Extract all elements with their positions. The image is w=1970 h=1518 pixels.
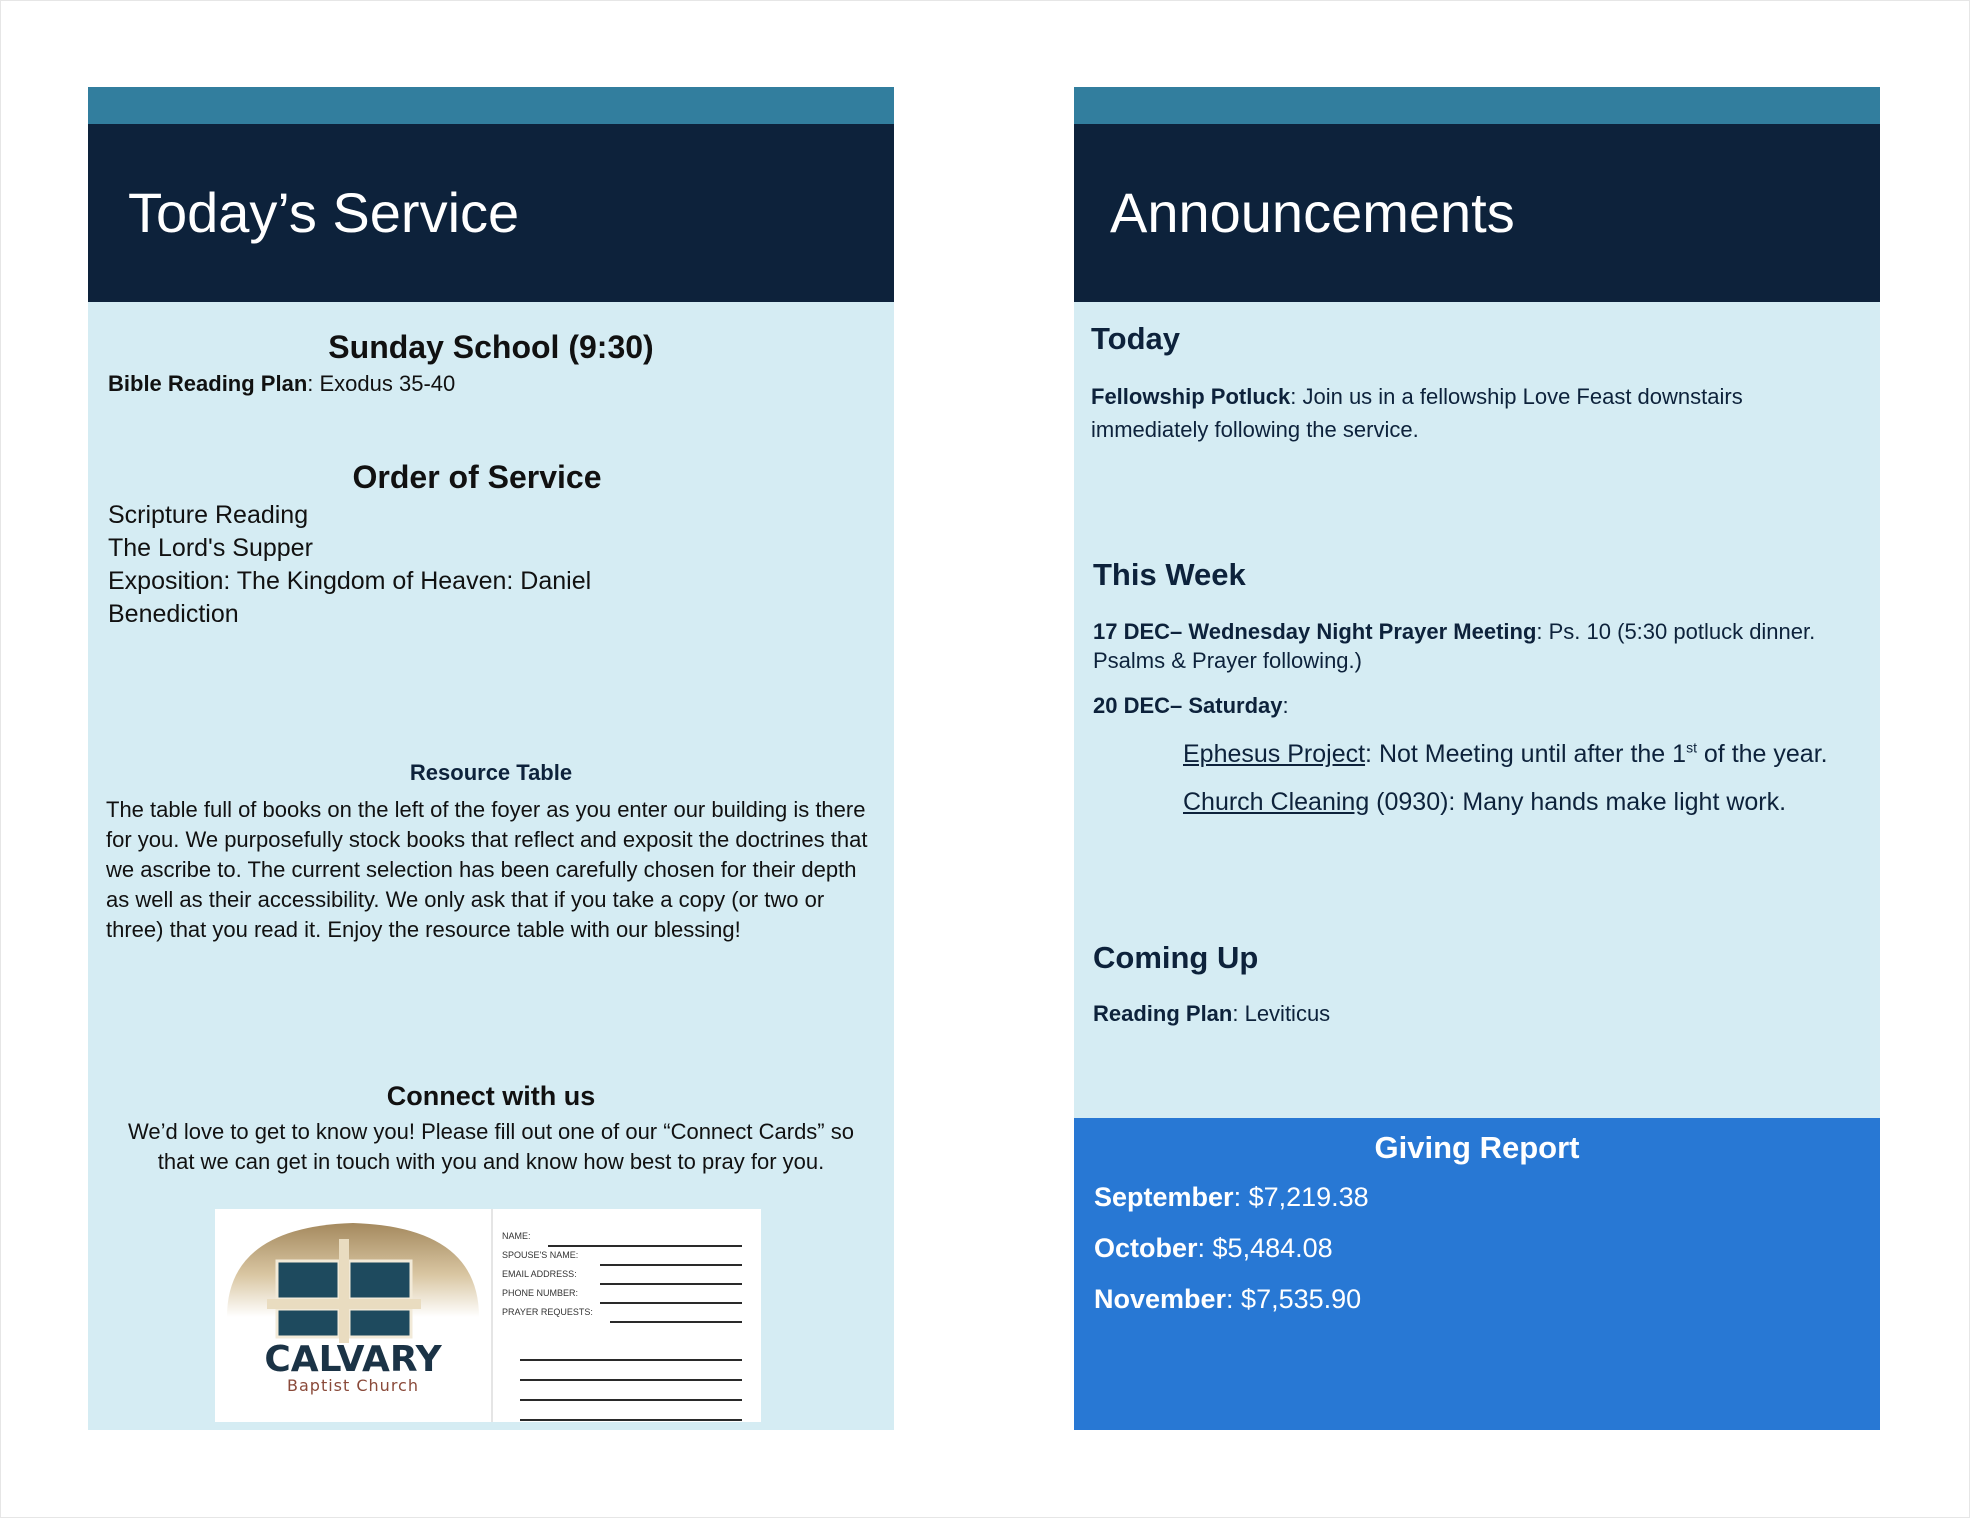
card-blank-line: [520, 1379, 742, 1381]
ephesus-project-item: Ephesus Project: Not Meeting until after the 1st of the year.: [1183, 739, 1828, 768]
coming-up-heading: Coming Up: [1093, 940, 1259, 975]
ephesus-project-label: Ephesus Project: [1183, 740, 1366, 768]
card-field: PRAYER REQUESTS:: [502, 1307, 752, 1326]
page-title: Today’s Service: [128, 181, 520, 244]
giving-report: [1074, 1118, 1880, 1430]
announcements-panel: [1074, 87, 1880, 1430]
window-pane: [349, 1309, 411, 1337]
logo-subtitle: Baptist Church: [287, 1376, 419, 1395]
card-blank-line: [520, 1419, 742, 1421]
cross-horizontal: [267, 1299, 421, 1309]
giving-report-heading: Giving Report: [1374, 1130, 1580, 1165]
window-pane: [349, 1261, 411, 1299]
card-form-fields: [502, 1231, 752, 1326]
card-divider: [491, 1209, 493, 1422]
connect-body: We’d love to get to know you! Please fill out one of our “Connect Cards” so that we can get in touch with you and know how best to pray for you.: [128, 1119, 854, 1174]
order-of-service-heading: Order of Service: [352, 459, 602, 495]
order-item: Exposition: The Kingdom of Heaven: Daniel: [108, 567, 592, 595]
order-item: Scripture Reading: [108, 501, 309, 529]
calvary-logo: [215, 1209, 491, 1422]
order-item: The Lord's Supper: [108, 534, 313, 562]
card-blank-line: [520, 1399, 742, 1401]
card-blank-line: [520, 1359, 742, 1361]
giving-row-november: November: $7,535.90: [1094, 1284, 1362, 1314]
card-field: NAME:: [502, 1231, 752, 1250]
order-of-service-list: [108, 499, 591, 631]
todays-service-panel: [88, 87, 894, 1430]
panel-header: [1074, 124, 1880, 302]
announcements-title: Announcements: [1110, 181, 1515, 244]
giving-row-october: October: $5,484.08: [1094, 1233, 1333, 1263]
connect-heading: Connect with us: [386, 1081, 596, 1111]
connect-card-image: [215, 1209, 761, 1422]
card-field: EMAIL ADDRESS:: [502, 1269, 752, 1288]
fellowship-potluck-label: Fellowship Potluck: [1091, 384, 1291, 409]
sunday-school-heading: Sunday School (9:30): [328, 329, 654, 365]
order-item: Benediction: [108, 600, 239, 628]
top-accent-strip: [88, 87, 894, 124]
cross-vertical: [339, 1239, 349, 1343]
saturday-item: 20 DEC– Saturday:: [1093, 693, 1289, 718]
resource-table-body: The table full of books on the left of the foyer as you enter our building is there for you. We purposefully stock books that reflect and exposit the doctrines that we ascribe to. The current selection has been carefully chosen for their depth as well as their accessibility. We only ask that if you take a copy (or two or three) that you read it. Enjoy the resource table with our blessing!: [106, 797, 868, 942]
church-cleaning-item: Church Cleaning (0930): Many hands make light work.: [1183, 788, 1787, 816]
top-accent-strip: [1074, 87, 1880, 124]
fellowship-potluck: Fellowship Potluck: Join us in a fellowship Love Feast downstairs immediately following the service.: [1091, 384, 1743, 442]
church-cleaning-label: Church Cleaning: [1183, 788, 1370, 816]
bible-reading-plan-value: : Exodus 35-40: [307, 371, 456, 396]
reading-plan-label: Reading Plan: [1093, 1001, 1233, 1026]
resource-table-heading: Resource Table: [409, 760, 573, 785]
logo-wordmark: CALVARY: [264, 1339, 442, 1380]
reading-plan-item: Reading Plan: Leviticus: [1093, 1001, 1331, 1026]
card-field: SPOUSE'S NAME:: [502, 1250, 752, 1269]
bible-reading-plan: [108, 369, 455, 399]
today-heading: Today: [1091, 321, 1180, 356]
card-field: PHONE NUMBER:: [502, 1288, 752, 1307]
panel-header: [88, 124, 894, 302]
giving-row-september: September: $7,219.38: [1094, 1182, 1369, 1212]
prayer-meeting-item: 17 DEC– Wednesday Night Prayer Meeting: Ps. 10 (5:30 potluck dinner. Psalms & Prayer following.): [1093, 619, 1816, 673]
window-pane: [277, 1261, 339, 1299]
prayer-meeting-label: 17 DEC– Wednesday Night Prayer Meeting: [1093, 619, 1537, 644]
bible-reading-plan-label: Bible Reading Plan: [108, 371, 308, 396]
this-week-heading: This Week: [1093, 557, 1246, 592]
window-pane: [277, 1309, 339, 1337]
